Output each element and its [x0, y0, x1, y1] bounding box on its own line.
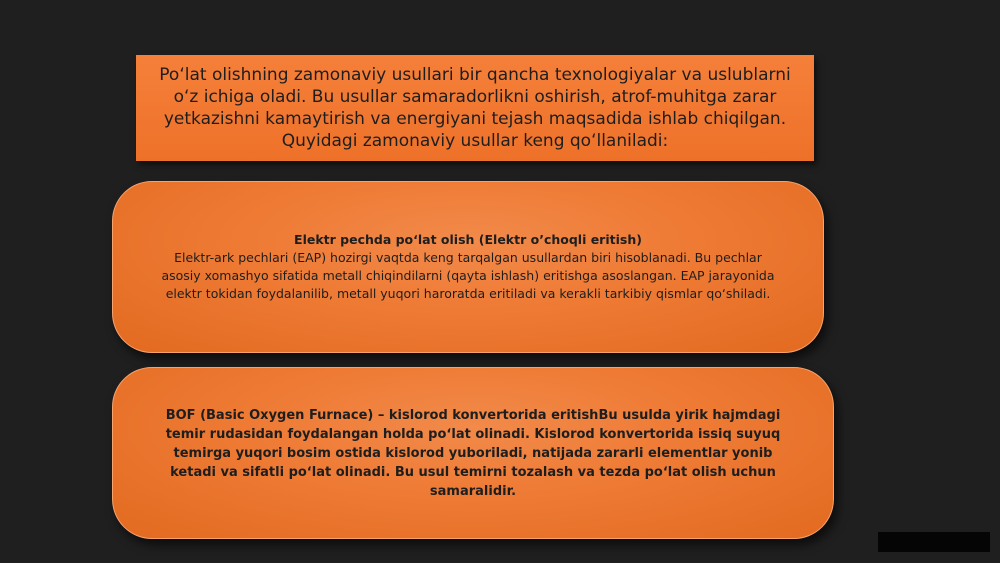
bof-card [112, 367, 834, 539]
intro-text-box [136, 55, 814, 161]
bof-text: BOF (Basic Oxygen Furnace) – kislorod konvertorida eritishBu usulda yirik hajmdagi temir rudasidan foydalangan holda poʻlat olinadi. Kislorod konvertorida issiq suyuq temirga yuqori bosim ostida kislorod yuboriladi, natijada zararli elementlar yonib ketadi va sifatli poʻlat olinadi. Bu usul temirni tozalash va tezda poʻlat olish uchun samaralidir. [165, 407, 781, 499]
electric-furnace-body: Elektr-ark pechlari (EAP) hozirgi vaqtda keng tarqalgan usullardan biri hisoblanadi. Bu pechlar asosiy xomashyo sifatida metall chiqindilarni (qayta ishlash) eritishga asoslangan. EAP jarayonida elektr tokidan foydalanilib, metall yuqori haroratda eritiladi va kerakli tarkibiy qismlar qoʻshiladi. [161, 250, 775, 301]
intro-text: Poʻlat olishning zamonaviy usullari bir qancha texnologiyalar va uslublarni oʻz ichiga oladi. Bu usullar samaradorlikni oshirish, atrof-muhitga zarar yetkazishni kamaytirish va energiyani tejash maqsadida ishlab chiqilgan. Quyidagi zamonaviy usullar keng qoʻllaniladi: [159, 65, 791, 151]
electric-furnace-title: Elektr pechda poʻlat olish (Elektr o’choqli eritish) [294, 232, 642, 247]
slide-corner-bar [878, 532, 990, 552]
electric-furnace-card [112, 181, 824, 353]
